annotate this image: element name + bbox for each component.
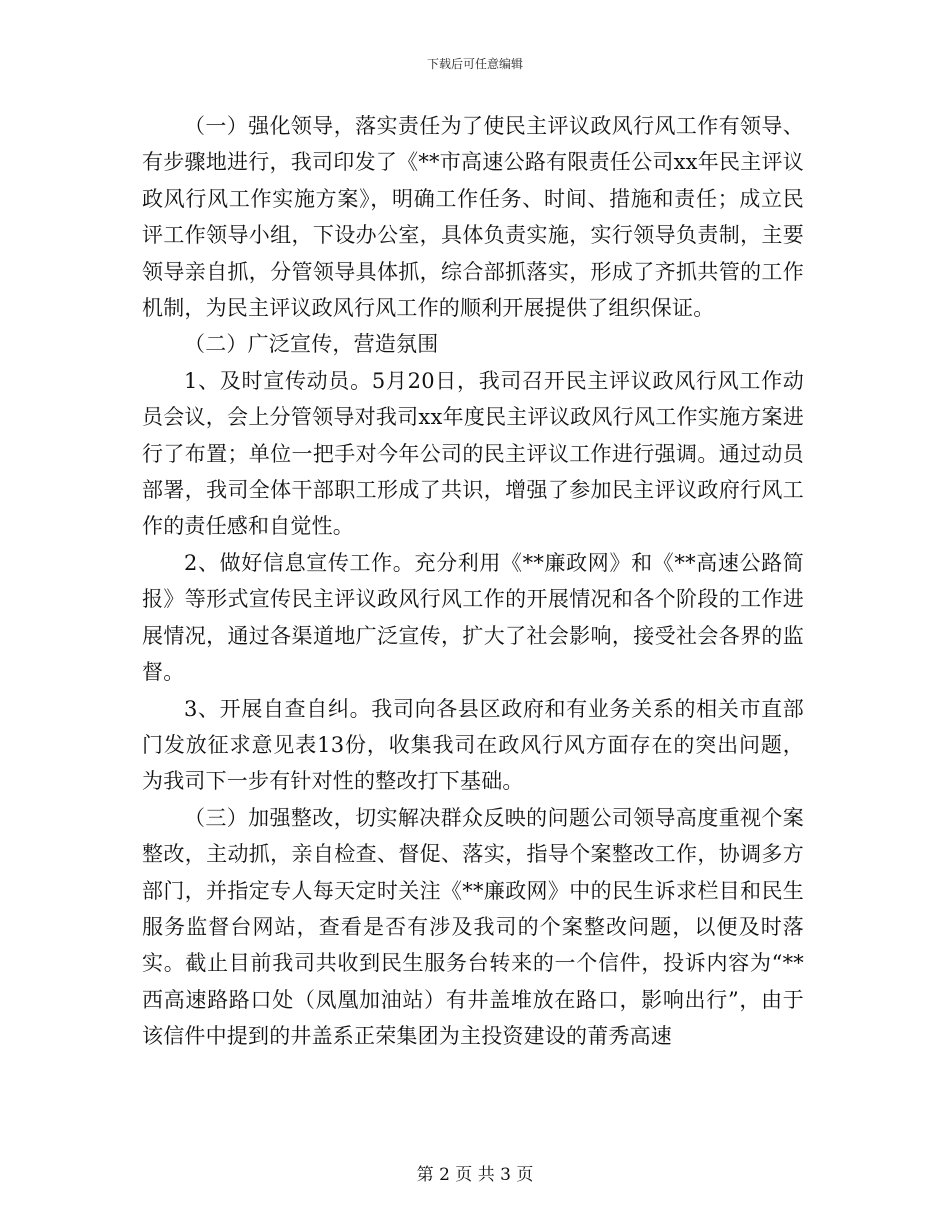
page-number: 第 2 页 共 3 页 <box>416 1165 534 1185</box>
page-header-note: 下载后可任意编辑 <box>426 57 523 71</box>
paragraph-leadership: （一）强化领导，落实责任为了使民主评议政风行风工作有领导、有步骤地进行，我司印发了《**市高速公路有限责任公司xx年民主评议政风行风工作实施方案》，明确工作任务、时间、措施和责任；成立民评工作领导小组，下设办公室，具体负责实施，实行领导负责制，主要领导亲自抓，分管领导具体抓，综合部抓落实，形成了齐抓共管的工作机制，为民主评议政风行风工作的顺利开展提供了组织保证。 <box>142 114 804 321</box>
paragraph-self-check: 3、开展自查自纠。我司向各县区政府和有业务关系的相关市直部门发放征求意见表13份，收集我司在政风行风方面存在的突出问题，为我司下一步有针对性的整改打下基础。 <box>142 696 804 794</box>
document-body <box>142 108 804 1055</box>
paragraph-rectification: （三）加强整改，切实解决群众反映的问题公司领导高度重视个案整改，主动抓，亲自检查、督促、落实，指导个案整改工作，协调多方部门，并指定专人每天定时关注《**廉政网》中的民生诉求栏目和民生服务监督台网站，查看是否有涉及我司的个案整改问题，以便及时落实。截止目前我司共收到民生服务台转来的一个信件，投诉内容为“**西高速路路口处（凤凰加油站）有井盖堆放在路口，影响出行”，由于该信件中提到的井盖系正荣集团为主投资建设的莆秀高速 <box>142 805 804 1049</box>
paragraph-information: 2、做好信息宣传工作。充分利用《**廉政网》和《**高速公路简报》等形式宣传民主评议政风行风工作的开展情况和各个阶段的工作进展情况，通过各渠道地广泛宣传，扩大了社会影响，接受社会各界的监督。 <box>142 550 804 685</box>
paragraph-publicity-heading: （二）广泛宣传，营造氛围 <box>184 332 439 357</box>
paragraph-mobilization: 1、及时宣传动员。5月20日，我司召开民主评议政风行风工作动员会议，会上分管领导对我司xx年度民主评议政风行风工作实施方案进行了布置；单位一把手对今年公司的民主评议工作进行强调。通过动员部署，我司全体干部职工形成了共识，增强了参加民主评议政府行风工作的责任感和自觉性。 <box>142 368 804 539</box>
